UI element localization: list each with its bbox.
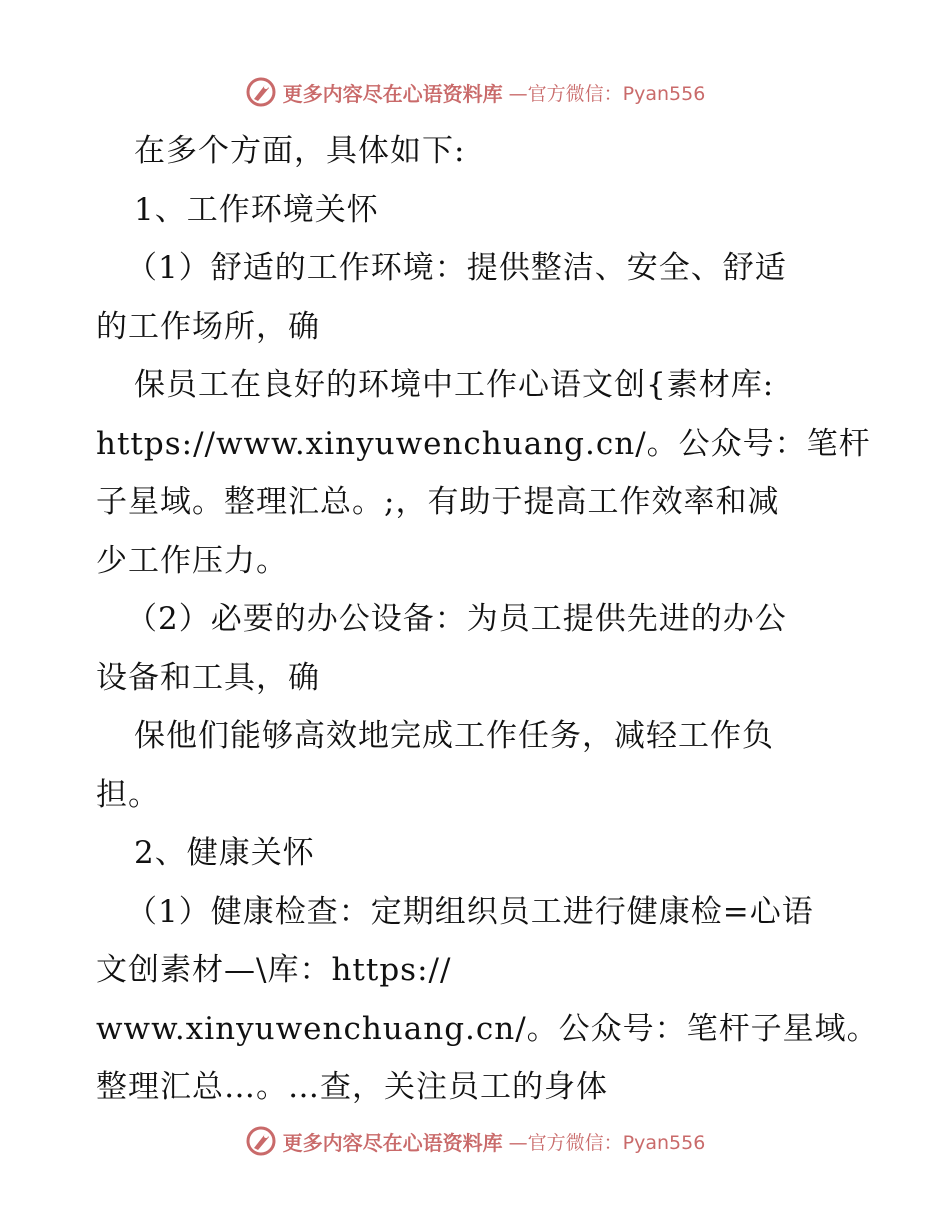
footer-suffix-text: —官方微信：Pyan556 xyxy=(508,1131,706,1154)
document-body xyxy=(96,122,879,1117)
body-line: 设备和工具，确 xyxy=(96,659,320,696)
body-line: 的工作场所，确 xyxy=(96,308,320,345)
body-line: https://www.xinyuwenchuang.cn/。公众号：笔杆 xyxy=(96,425,871,462)
footer-banner-content xyxy=(245,1125,706,1157)
body-line: 担。 xyxy=(96,776,160,813)
body-line: 在多个方面，具体如下: xyxy=(134,133,466,169)
body-line: （2）必要的办公设备：为员工提供先进的办公 xyxy=(126,601,787,637)
body-line: （1）健康检查：定期组织员工进行健康检=心语 xyxy=(126,893,814,930)
pen-nib-logo-icon xyxy=(245,1125,277,1157)
body-line: 保员工在良好的环境中工作心语文创{素材库: xyxy=(134,367,775,403)
pen-nib-logo-icon xyxy=(245,76,277,108)
body-line: 文创素材—\库：https:// xyxy=(96,952,452,988)
section-heading: 2、健康关怀 xyxy=(134,835,315,871)
footer-banner xyxy=(0,1121,950,1161)
body-line: www.xinyuwenchuang.cn/。公众号：笔杆子星域。 xyxy=(96,1010,879,1047)
body-line: （1）舒适的工作环境：提供整洁、安全、舒适 xyxy=(126,250,787,286)
header-banner xyxy=(0,72,950,112)
header-suffix-text: —官方微信：Pyan556 xyxy=(508,82,706,105)
body-line: 整理汇总…。…查，关注员工的身体 xyxy=(96,1069,608,1105)
footer-brand-text: 更多内容尽在心语资料库 xyxy=(282,1130,503,1155)
header-brand-text: 更多内容尽在心语资料库 xyxy=(282,81,503,106)
body-line: 子星域。整理汇总。;，有助于提高工作效率和减 xyxy=(96,484,780,520)
section-heading: 1、工作环境关怀 xyxy=(134,191,379,228)
header-banner-content xyxy=(245,76,706,108)
body-line: 少工作压力。 xyxy=(96,542,288,579)
body-line: 保他们能够高效地完成工作任务，减轻工作负 xyxy=(134,718,774,754)
